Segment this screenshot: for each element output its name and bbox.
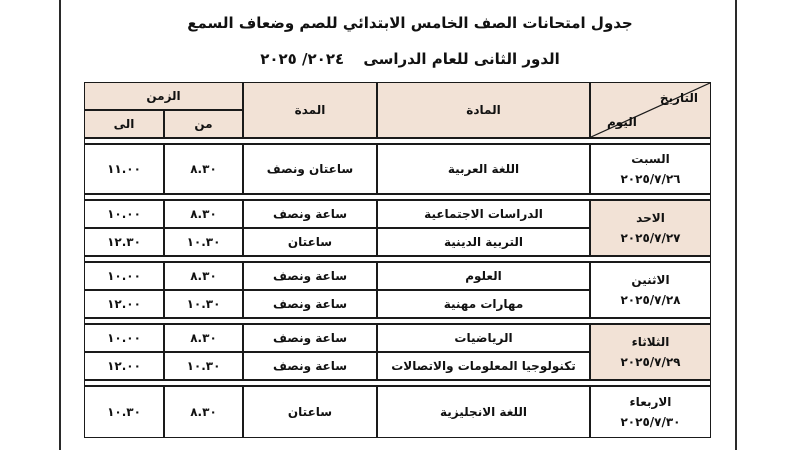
to-cell: ١٢.٠٠	[84, 352, 164, 380]
day-date: ٢٠٢٥/٧/٣٠	[620, 415, 681, 429]
subject-cell: تكنولوجيا المعلومات والاتصالات	[377, 352, 590, 380]
subject-cell: الدراسات الاجتماعية	[377, 200, 590, 228]
to-cell: ١٠.٣٠	[84, 386, 164, 438]
duration-cell: ساعة ونصف	[243, 262, 377, 290]
from-cell: ١٠.٣٠	[164, 290, 243, 318]
duration-cell: ساعتان ونصف	[243, 144, 377, 194]
from-cell: ٨.٣٠	[164, 324, 243, 352]
to-cell: ١٠.٠٠	[84, 262, 164, 290]
subject-cell: التربية الدينية	[377, 228, 590, 256]
day-cell-wednesday	[590, 386, 711, 438]
duration-column-header: المدة	[243, 82, 377, 138]
from-cell: ٨.٣٠	[164, 262, 243, 290]
time-column-header: الزمن	[84, 82, 243, 110]
subtitle-year: ٢٠٢٤/ ٢٠٢٥	[260, 50, 345, 68]
day-date: ٢٠٢٥/٧/٢٩	[620, 355, 681, 369]
from-cell: ٨.٣٠	[164, 200, 243, 228]
day-name: الاثنين	[631, 273, 670, 287]
subject-column-header: المادة	[377, 82, 590, 138]
duration-cell: ساعة ونصف	[243, 200, 377, 228]
to-column-header: الى	[84, 110, 164, 138]
to-cell: ١٢.٣٠	[84, 228, 164, 256]
day-cell-sunday	[590, 200, 711, 256]
subject-cell: الرياضيات	[377, 324, 590, 352]
subject-cell: اللغة العربية	[377, 144, 590, 194]
day-name: الثلاثاء	[631, 335, 670, 349]
day-name: السبت	[631, 152, 670, 166]
day-name: الاربعاء	[629, 395, 672, 409]
day-column-label: اليوم	[607, 115, 637, 129]
day-cell-saturday	[590, 144, 711, 194]
from-cell: ٨.٣٠	[164, 386, 243, 438]
day-date: ٢٠٢٥/٧/٢٦	[620, 172, 681, 186]
exam-schedule-table	[84, 82, 711, 438]
day-name: الاحد	[636, 211, 665, 225]
to-cell: ١٠.٠٠	[84, 200, 164, 228]
duration-cell: ساعة ونصف	[243, 352, 377, 380]
date-day-header	[590, 82, 711, 138]
from-cell: ٨.٣٠	[164, 144, 243, 194]
document-title: جدول امتحانات الصف الخامس الابتدائي للصم وضعاف السمع	[187, 14, 633, 32]
from-column-header: من	[164, 110, 243, 138]
document-subtitle	[200, 50, 620, 68]
date-column-label: التاريخ	[659, 91, 698, 105]
to-cell: ١١.٠٠	[84, 144, 164, 194]
to-cell: ١٢.٠٠	[84, 290, 164, 318]
day-date: ٢٠٢٥/٧/٢٨	[620, 293, 681, 307]
day-cell-monday	[590, 262, 711, 318]
subject-cell: مهارات مهنية	[377, 290, 590, 318]
to-cell: ١٠.٠٠	[84, 324, 164, 352]
subtitle-term: الدور الثانى للعام الدراسى	[363, 50, 560, 68]
duration-cell: ساعتان	[243, 228, 377, 256]
subject-cell: العلوم	[377, 262, 590, 290]
from-cell: ١٠.٣٠	[164, 352, 243, 380]
from-cell: ١٠.٣٠	[164, 228, 243, 256]
day-cell-tuesday	[590, 324, 711, 380]
duration-cell: ساعتان	[243, 386, 377, 438]
day-date: ٢٠٢٥/٧/٢٧	[620, 231, 681, 245]
subject-cell: اللغة الانجليزية	[377, 386, 590, 438]
duration-cell: ساعة ونصف	[243, 290, 377, 318]
duration-cell: ساعة ونصف	[243, 324, 377, 352]
